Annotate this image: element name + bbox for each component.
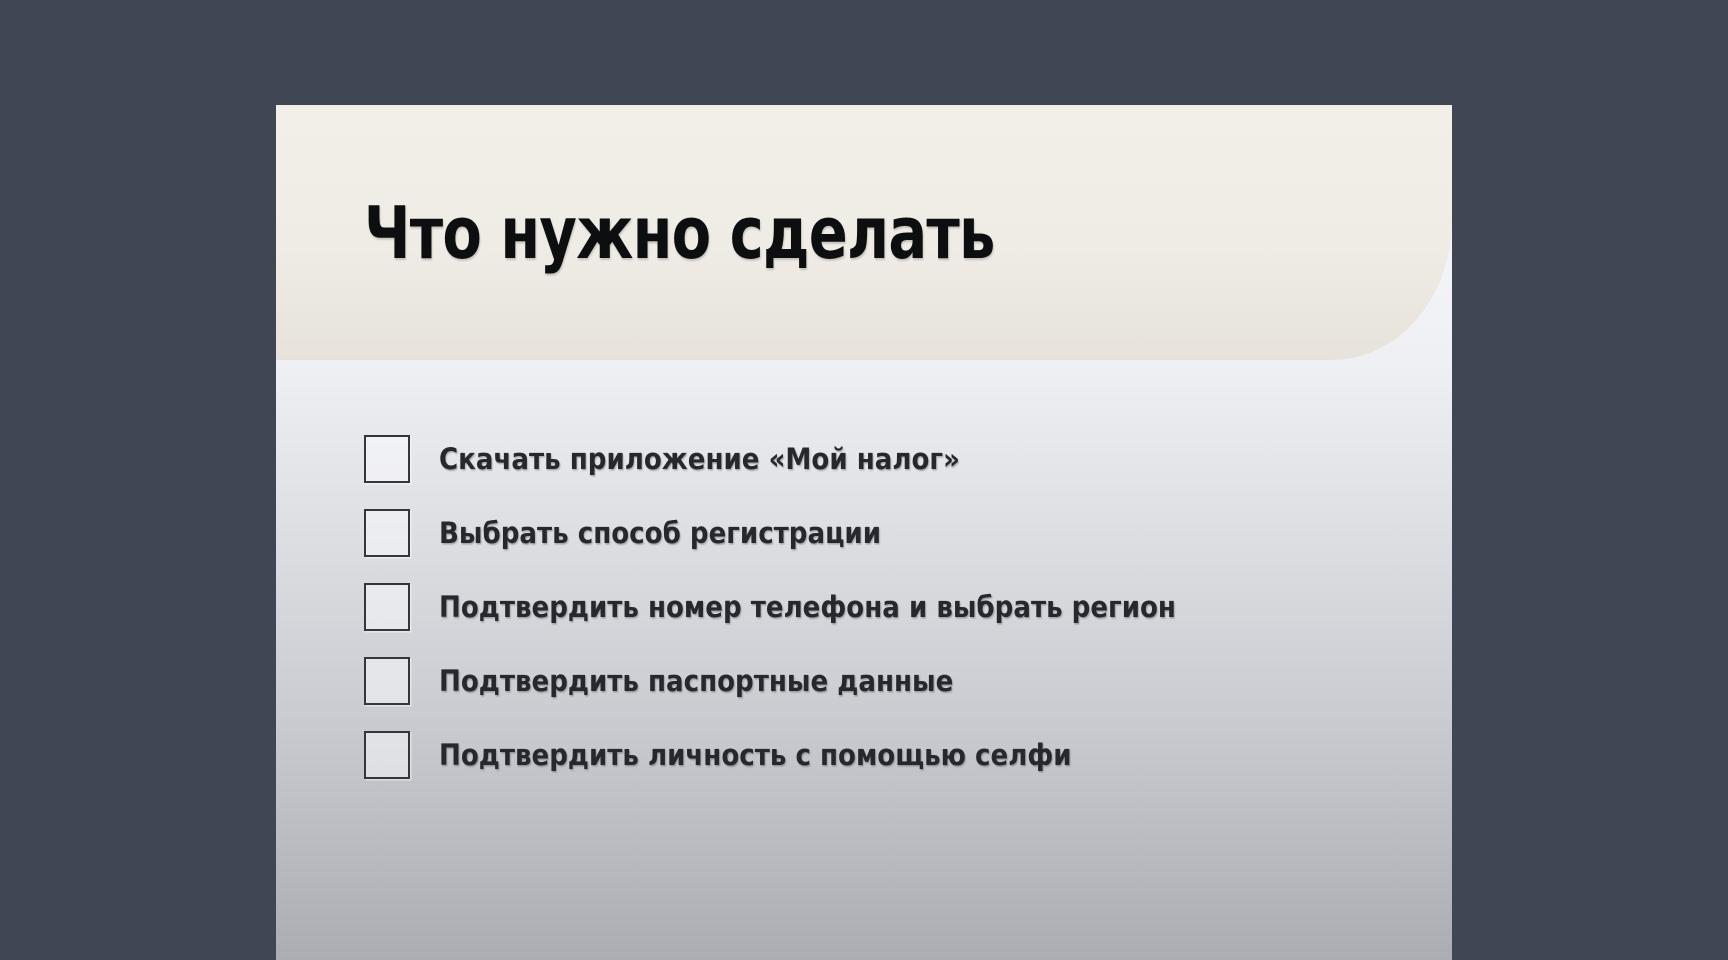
- checklist-item-label: Выбрать способ регистрации: [439, 515, 882, 550]
- checkbox[interactable]: [364, 509, 410, 557]
- checklist-item-label: Скачать приложение «Мой налог»: [439, 441, 960, 476]
- slide-header: [276, 105, 1452, 360]
- checkbox[interactable]: [364, 435, 410, 483]
- checklist-item: [364, 657, 1258, 704]
- checklist-item-label: Подтвердить паспортные данные: [439, 663, 954, 698]
- checklist-item-label: Подтвердить номер телефона и выбрать регион: [439, 589, 1176, 624]
- checklist: [364, 435, 1258, 778]
- checklist-item: [364, 731, 1258, 778]
- slide-card: [276, 105, 1452, 960]
- checkbox[interactable]: [364, 583, 410, 631]
- checklist-item: [364, 583, 1258, 630]
- checklist-item-label: Подтвердить личность с помощью селфи: [439, 737, 1072, 772]
- checkbox[interactable]: [364, 657, 410, 705]
- checklist-item: [364, 509, 1258, 556]
- checkbox[interactable]: [364, 731, 410, 779]
- page-title: Что нужно сделать: [364, 190, 995, 275]
- checklist-item: [364, 435, 1258, 482]
